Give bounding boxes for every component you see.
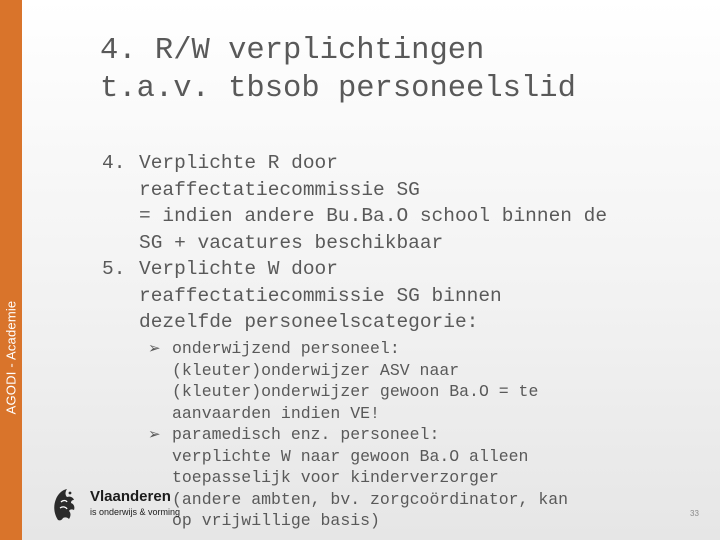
flemish-lion-icon <box>48 484 82 524</box>
list-item-text: Verplichte R door <box>139 152 338 174</box>
sidebar-label-text: AGODI - Academie <box>3 300 19 415</box>
sub-list-item-text: paramedisch enz. personeel: <box>172 425 440 444</box>
list-item-text: reaffectatiecommissie SG binnen <box>139 284 502 307</box>
list-item <box>100 150 710 256</box>
page-number: 33 <box>690 509 699 518</box>
sub-list <box>150 338 690 532</box>
list-item-number: 4. <box>102 152 126 174</box>
page-title <box>100 32 700 108</box>
title-line: 4. R/W verplichtingen <box>100 34 485 68</box>
list-item-text: dezelfde personeelscategorie: <box>139 311 479 333</box>
sub-list-item-text: onderwijzend personeel: <box>172 339 400 358</box>
list-item-number: 5. <box>102 258 126 280</box>
logo-name: Vlaanderen <box>90 488 171 505</box>
sub-list-item <box>150 424 690 532</box>
sub-list-item-text: (kleuter)onderwijzer gewoon Ba.O = te <box>172 382 539 401</box>
sub-list-item-text: (kleuter)onderwijzer ASV naar <box>172 360 460 380</box>
logo-tagline: is onderwijs & vorming <box>90 507 181 517</box>
sub-list-item-text: op vrijwillige basis) <box>172 511 380 530</box>
list-item-text: SG + vacatures beschikbaar <box>139 231 444 254</box>
list-item-text: = indien andere Bu.Ba.O school binnen de <box>139 205 608 227</box>
list-item <box>100 256 710 336</box>
vlaanderen-logo <box>48 482 181 528</box>
arrow-bullet-icon: ➢ <box>148 425 161 443</box>
arrow-bullet-icon: ➢ <box>148 339 161 357</box>
list-item-text: reaffectatiecommissie SG <box>139 178 420 201</box>
numbered-list <box>100 150 710 336</box>
sub-list-item-text: (andere ambten, bv. zorgcoördinator, kan <box>172 489 569 509</box>
sub-list-item-text: toepasselijk voor kinderverzorger <box>172 468 499 487</box>
sub-list-item-text: verplichte W naar gewoon Ba.O alleen <box>172 446 529 466</box>
sub-list-item <box>150 338 690 424</box>
list-item-text: Verplichte W door <box>139 258 338 280</box>
title-line: t.a.v. tbsob personeelslid <box>100 72 576 106</box>
sub-list-item-text: aanvaarden indien VE! <box>172 403 380 423</box>
sidebar-label <box>1 250 21 465</box>
